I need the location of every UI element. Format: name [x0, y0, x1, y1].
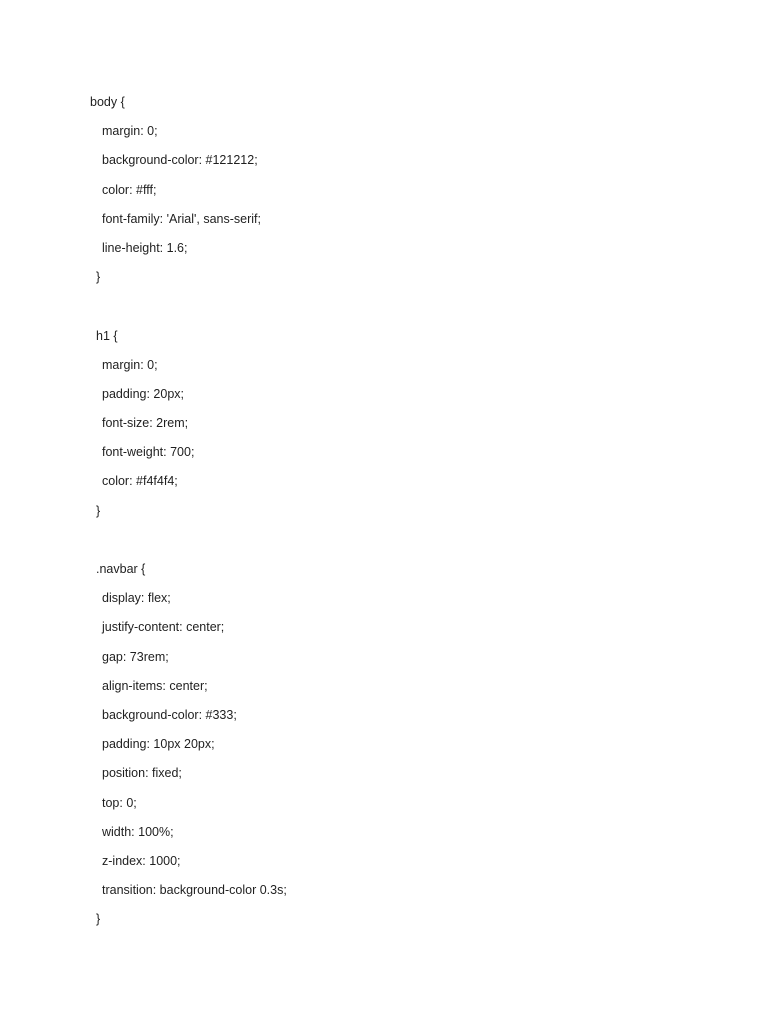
blank-line: [90, 292, 690, 321]
code-line: }: [96, 912, 101, 927]
code-line: z-index: 1000;: [102, 853, 181, 868]
code-line: padding: 20px;: [102, 386, 185, 401]
code-line: top: 0;: [102, 795, 137, 810]
code-line: width: 100%;: [102, 824, 174, 839]
code-line: justify-content: center;: [102, 620, 225, 635]
code-line: h1 {: [96, 328, 118, 343]
code-line: color: #f4f4f4;: [102, 474, 178, 489]
code-line: align-items: center;: [102, 678, 208, 693]
code-line: body {: [90, 95, 125, 109]
code-line: font-weight: 700;: [102, 445, 195, 460]
code-line: }: [96, 503, 101, 518]
code-line: transition: background-color 0.3s;: [102, 883, 287, 898]
code-line: background-color: #121212;: [102, 153, 258, 168]
code-line: padding: 10px 20px;: [102, 737, 215, 752]
blank-line: [90, 526, 690, 555]
code-line: font-size: 2rem;: [102, 416, 189, 431]
code-line: margin: 0;: [102, 357, 158, 372]
css-code-block: [90, 88, 690, 934]
code-line: margin: 0;: [102, 124, 158, 139]
code-line: display: flex;: [102, 591, 171, 606]
code-line: font-family: 'Arial', sans-serif;: [102, 211, 261, 226]
code-line: line-height: 1.6;: [102, 240, 188, 255]
code-line: .navbar {: [96, 562, 146, 576]
code-line: position: fixed;: [102, 766, 182, 781]
code-line: }: [96, 270, 101, 285]
code-line: gap: 73rem;: [102, 649, 169, 664]
code-line: color: #fff;: [102, 182, 157, 197]
code-line: background-color: #333;: [102, 707, 237, 722]
